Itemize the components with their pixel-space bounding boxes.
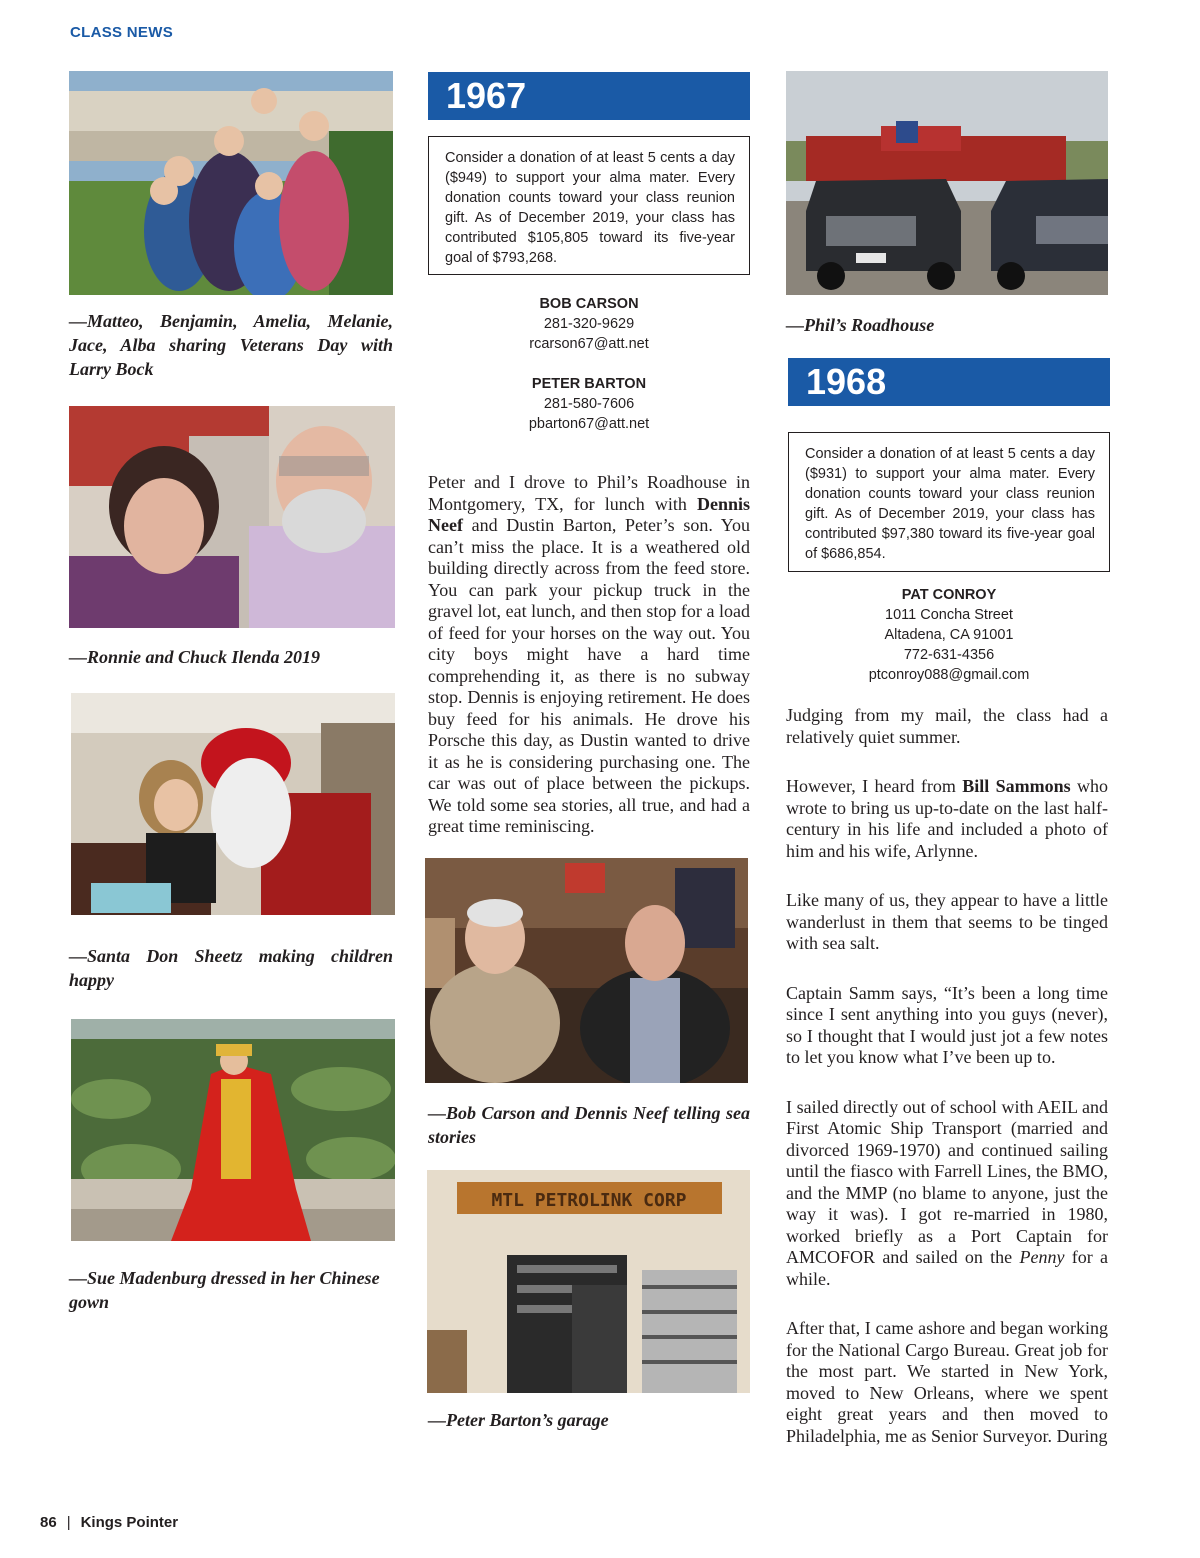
photo-caption: —Phil’s Roadhouse [786, 315, 935, 335]
year-banner-1968: 1968 [788, 358, 1110, 406]
story-paragraph: Judging from my mail, the class had a relatively quiet summer. [786, 705, 1108, 747]
story-paragraph: After that, I came ashore and began working for the National Cargo Bureau. Great job for the most part. We started in New York, moved to New Orleans, where we spent eight great years and then moved to Philadelphia, me as Senior Surveyor. During [786, 1318, 1108, 1446]
garage-sign-text: MTL PETROLINK CORP [491, 1190, 687, 1211]
contact-email[interactable]: pbarton67@att.net [528, 416, 650, 432]
photo-garage [427, 1170, 750, 1393]
section-label: CLASS NEWS [70, 24, 174, 41]
class-contact [428, 294, 750, 354]
contact-name: PETER BARTON [531, 376, 647, 392]
story-paragraph: Like many of us, they appear to have a little wanderlust in them that seems to be tinged with sea salt. [786, 890, 1108, 953]
donation-box-1968: Consider a donation of at least 5 cents a day ($931) to support your alma mater. Every donation counts toward your class reunion gift. As of December 2019, your class has contributed $97,380 toward its five-year goal of $686,854. [788, 432, 1110, 572]
story-1968 [786, 705, 1108, 1447]
photo-caption: —Peter Barton’s garage [428, 1410, 609, 1430]
year-banner-1967: 1967 [428, 72, 750, 120]
contact-name: BOB CARSON [539, 296, 639, 312]
story-text: I sailed directly out of school with AEIL and First Atomic Ship Transport (married and divorced 1969-1970) and continued sailing until the fiasco with Farrell Lines, the BMO, and the MMP (no blame to anyone, just the way it was). I got re-married in 1980, worked briefly as a Port Captain for AMCOFOR and sailed on the [786, 1096, 1108, 1267]
story-paragraph [786, 776, 1108, 862]
class-contact [428, 374, 750, 434]
photo-caption: —Santa Don Sheetz making children happy [69, 946, 393, 990]
photo-sea-stories [425, 858, 748, 1083]
photo-family-veterans-day [69, 71, 393, 295]
contact-email[interactable]: rcarson67@att.net [529, 336, 649, 352]
photo-caption: —Bob Carson and Dennis Neef telling sea stories [428, 1103, 750, 1147]
photo-caption: —Sue Madenburg dressed in her Chinese gown [69, 1268, 380, 1312]
story-text: However, I heard from [786, 776, 963, 796]
page-number: 86 [40, 1514, 57, 1531]
photo-phils-roadhouse [786, 71, 1108, 295]
story-text: for a while. [786, 1247, 1108, 1289]
photo-caption: —Ronnie and Chuck Ilenda 2019 [69, 647, 321, 667]
photo-chinese-gown [71, 1019, 395, 1241]
publication-name: Kings Pointer [80, 1514, 179, 1531]
photo-santa [71, 693, 395, 915]
photo-ronnie-chuck [69, 406, 395, 628]
story-paragraph: Captain Samm says, “It’s been a long time since I sent anything into you guys (never), so I thought that I would just jot a few notes to let you know what I’ve been up to. [786, 982, 1108, 1067]
story-paragraph [786, 1097, 1108, 1291]
contact-email[interactable]: ptconroy088@gmail.com [868, 667, 1030, 683]
contact-name: PAT CONROY [901, 587, 997, 603]
class-contact [788, 585, 1110, 685]
classmate-name: Bill Sammons [962, 776, 1071, 796]
contact-street: 1011 Concha Street [885, 607, 1013, 623]
donation-box-1967: Consider a donation of at least 5 cents a day ($949) to support your alma mater. Every donation counts toward your class reunion gift. As of December 2019, your class has contributed $105,805 toward its five-year goal of $793,268. [428, 136, 750, 275]
contact-phone: 772-631-4356 [903, 647, 995, 663]
photo-caption: —Matteo, Benjamin, Amelia, Melanie, Jace, Alba sharing Veterans Day with Larry Bock [69, 311, 393, 379]
footer-separator: | [66, 1514, 71, 1531]
classmate-name: Dennis Neef [428, 493, 750, 535]
contact-city: Altadena, CA 91001 [884, 627, 1014, 643]
contact-phone: 281-580-7606 [543, 396, 635, 412]
story-text: who wrote to bring us up-to-date on the last half-century in his life and included a photo of him and his wife, Arlynne. [786, 776, 1108, 861]
ship-name: Penny [1019, 1247, 1065, 1267]
story-paragraph [428, 472, 750, 838]
page-footer [40, 1514, 178, 1531]
story-text: and Dustin Barton, Peter’s son. You can’t miss the place. It is a weathered old building directly across from the feed store. You can park your pickup truck in the gravel lot, eat lunch, and then stop for a load of feed for your horses on the way out. You city boys might have a hard time comprehending it, as there is no subway stop. Dennis is enjoying retirement. He does buy feed for his animals. He drove his Porsche this day, as Dustin wanted to drive it as he is considering purchasing one. The car was out of place between the pickups. We told some sea stories, all true, and had a great time reminiscing. [428, 515, 750, 836]
contact-phone: 281-320-9629 [543, 316, 635, 332]
story-text: Peter and I drove to Phil’s Roadhouse in Montgomery, TX, for lunch with [428, 472, 750, 514]
story-1967 [428, 472, 750, 866]
